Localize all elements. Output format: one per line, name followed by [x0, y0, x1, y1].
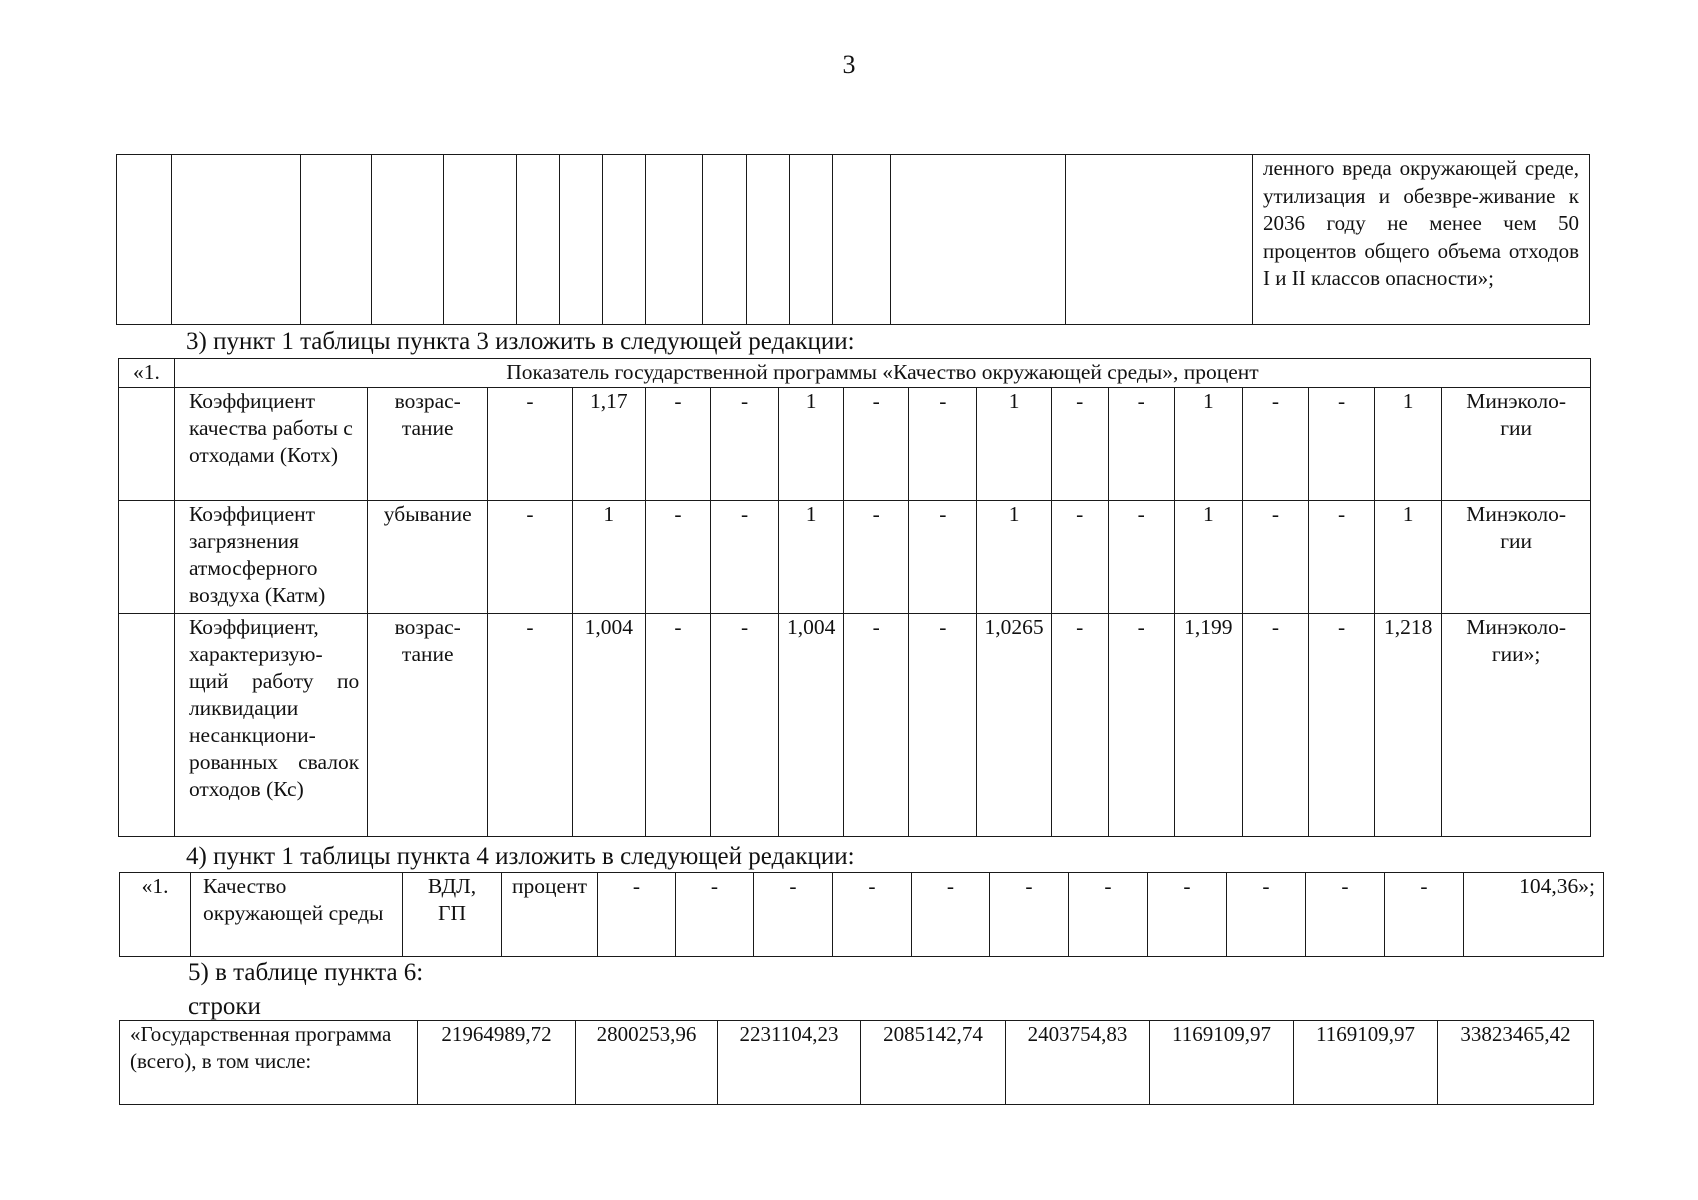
table-cell: [172, 155, 301, 325]
table-cell: [833, 155, 891, 325]
funding-row: [120, 1021, 1594, 1105]
indicator-value: 1,199: [1174, 614, 1242, 837]
indicator-value: 1,004: [779, 614, 844, 837]
indicator-unit: процент: [502, 873, 598, 957]
table-cell: [560, 155, 603, 325]
funding-value: 2085142,74: [861, 1021, 1006, 1105]
table-cell: [790, 155, 833, 325]
indicator-value: 1: [1375, 501, 1442, 614]
indicator-value: -: [1051, 388, 1108, 501]
indicator-value: -: [844, 614, 909, 837]
indicator-value: -: [710, 614, 778, 837]
indicator-value: 1,218: [1375, 614, 1442, 837]
indicator-value: -: [1242, 388, 1308, 501]
instruction-5: 5) в таблице пункта 6:: [188, 959, 424, 986]
indicator-value: -: [1108, 388, 1174, 501]
indicator-value: -: [1309, 501, 1375, 614]
indicator-value: 1: [779, 501, 844, 614]
indicator-value: -: [833, 873, 912, 957]
page-number: 3: [842, 50, 856, 79]
table-cell: [603, 155, 646, 325]
instruction-3: 3) пункт 1 таблицы пункта 3 изложить в следующей редакции:: [186, 328, 855, 355]
indicator-value: -: [645, 388, 710, 501]
indicator-value: -: [488, 388, 572, 501]
indicator-value: 1: [779, 388, 844, 501]
continuation-table: [116, 154, 1590, 325]
table-cell: [444, 155, 517, 325]
indicator-value: -: [909, 388, 977, 501]
funding-value: 2231104,23: [718, 1021, 861, 1105]
indicator-value: -: [598, 873, 676, 957]
indicator-value: -: [1385, 873, 1464, 957]
indicator-value: -: [1242, 614, 1308, 837]
table-cell: [1066, 155, 1253, 325]
indicator-value: -: [488, 501, 572, 614]
indicator-value: -: [844, 388, 909, 501]
indicator-value: 1: [572, 501, 645, 614]
indicator-name: Коэффициент загрязнения атмосферного воздуха (Катм): [174, 501, 367, 614]
indicator-name: Коэффициент качества работы с отходами (Котх): [174, 388, 367, 501]
indicator-value: -: [1051, 614, 1108, 837]
table-cell: [891, 155, 1066, 325]
instruction-4: 4) пункт 1 таблицы пункта 4 изложить в следующей редакции:: [186, 843, 855, 870]
indicator-value: -: [1309, 614, 1375, 837]
funding-value: 21964989,72: [418, 1021, 576, 1105]
indicator-value: -: [1309, 388, 1375, 501]
quality-row: [120, 873, 1604, 957]
table-cell: [119, 501, 175, 614]
indicator-value: 1,004: [572, 614, 645, 837]
table-cell: [119, 388, 175, 501]
funding-value: 2403754,83: [1006, 1021, 1150, 1105]
indicator-value: -: [909, 501, 977, 614]
indicator-value: -: [1069, 873, 1148, 957]
indicator-value: 1,17: [572, 388, 645, 501]
indicator-table: [118, 358, 1591, 837]
table-cell: [119, 614, 175, 837]
indicator-value: -: [1148, 873, 1227, 957]
indicator-header-row: [119, 359, 1591, 388]
indicator-value: -: [844, 501, 909, 614]
indicator-direction: возрас- тание: [368, 388, 488, 501]
indicator-value: 1,0265: [977, 614, 1051, 837]
indicator-value: -: [1108, 501, 1174, 614]
indicator-name: Качество окружающей среды: [191, 873, 403, 957]
table-cell: [301, 155, 372, 325]
indicator-value: -: [1108, 614, 1174, 837]
indicator-row: [119, 501, 1591, 614]
indicator-value: 1: [977, 388, 1051, 501]
quality-table: [119, 872, 1604, 957]
indicator-value: -: [488, 614, 572, 837]
indicator-value: -: [754, 873, 833, 957]
funding-value: 1169109,97: [1150, 1021, 1294, 1105]
continuation-row: [117, 155, 1590, 325]
item-number: «1.: [119, 359, 175, 388]
table-cell: [117, 155, 172, 325]
program-label: «Государственная программа (всего), в том числе:: [120, 1021, 418, 1105]
table-cell: [372, 155, 444, 325]
responsible-body: Минэколо- гии»;: [1442, 614, 1591, 837]
indicator-value: -: [645, 614, 710, 837]
indicator-value: -: [645, 501, 710, 614]
indicator-value: -: [676, 873, 754, 957]
table-cell: [747, 155, 790, 325]
table-cell: [703, 155, 747, 325]
table-cell: [517, 155, 560, 325]
responsible-body: Минэколо- гии: [1442, 388, 1591, 501]
indicator-value: -: [710, 501, 778, 614]
indicator-value: -: [1306, 873, 1385, 957]
funding-value: 1169109,97: [1294, 1021, 1438, 1105]
indicator-value: -: [710, 388, 778, 501]
funding-value: 2800253,96: [576, 1021, 718, 1105]
indicator-direction: возрас- тание: [368, 614, 488, 837]
funding-table: [119, 1020, 1594, 1105]
responsible-body: Минэколо- гии: [1442, 501, 1591, 614]
indicator-value: 1: [977, 501, 1051, 614]
funding-value: 33823465,42: [1438, 1021, 1594, 1105]
indicator-value: -: [909, 614, 977, 837]
indicator-value: 1: [1174, 388, 1242, 501]
indicator-row: [119, 614, 1591, 837]
indicator-type: ВДЛ, ГП: [403, 873, 502, 957]
indicator-row: [119, 388, 1591, 501]
item-number: «1.: [120, 873, 191, 957]
indicator-value: 1: [1174, 501, 1242, 614]
indicator-direction: убывание: [368, 501, 488, 614]
final-value: 104,36»;: [1464, 873, 1604, 957]
instruction-5-sub: строки: [188, 993, 261, 1020]
indicator-value: -: [1242, 501, 1308, 614]
indicator-value: -: [1227, 873, 1306, 957]
indicator-name: Коэффициент, характеризую-щий работу по ликвидации несанкциони-рованных свалок отходов (Кс): [174, 614, 367, 837]
indicator-value: -: [990, 873, 1069, 957]
continuation-text: ленного вреда окружающей среде, утилизация и обезвре-живание к 2036 году не менее чем 50 процентов общего объема отходов I и II классов опасности»;: [1253, 155, 1590, 325]
indicator-value: -: [1051, 501, 1108, 614]
indicator-value: -: [912, 873, 990, 957]
indicator-value: 1: [1375, 388, 1442, 501]
indicator-header: Показатель государственной программы «Качество окружающей среды», процент: [174, 359, 1590, 388]
table-cell: [646, 155, 703, 325]
